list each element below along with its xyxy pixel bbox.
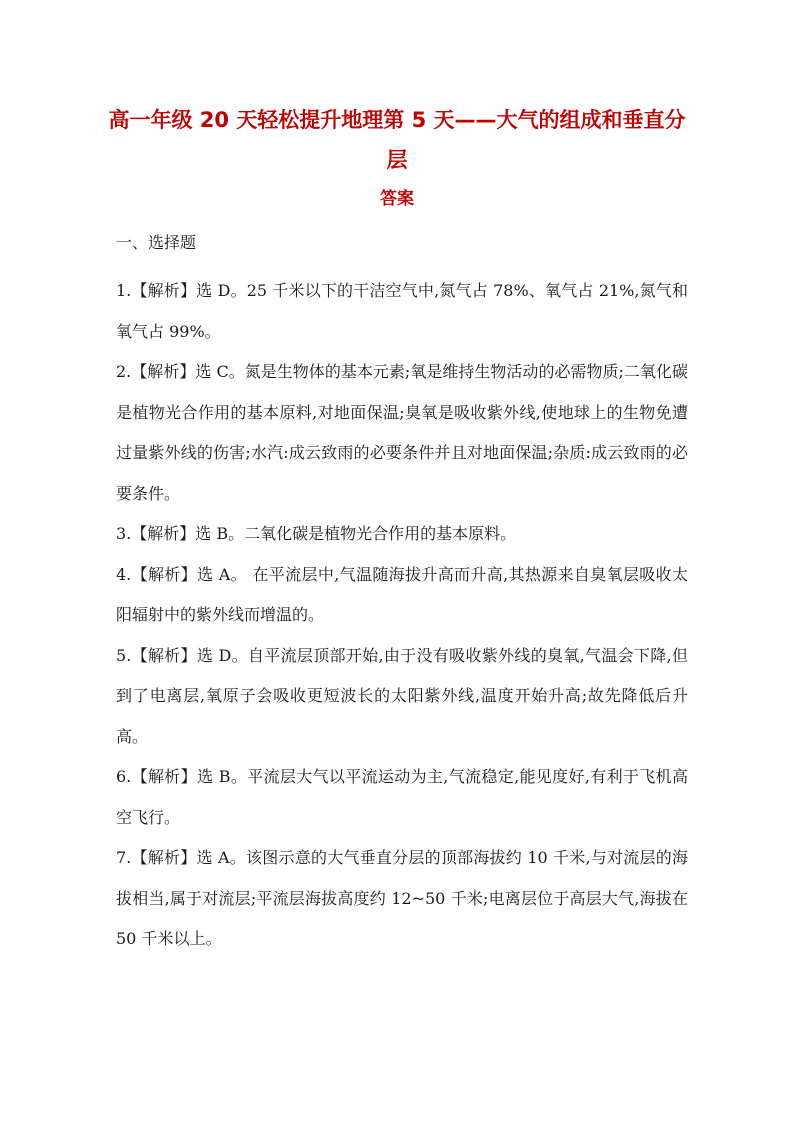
answer-list: [116, 271, 688, 960]
answer-heading: 答案: [380, 189, 414, 209]
answer-item-4: 4.【解析】选 A。 在平流层中,气温随海拔升高而升高,其热源来自臭氧层吸收太阳辐射中的紫外线而增温的。: [116, 564, 688, 624]
answer-item-7: 7.【解析】选 A。该图示意的大气垂直分层的顶部海拔约 10 千米,与对流层的海拔相当,属于对流层;平流层海拔高度约 12~50 千米;电离层位于高层大气,海拔在 50 千米以上。: [116, 848, 688, 948]
section-heading: 一、选择题: [116, 233, 197, 252]
answer-item-5: 5.【解析】选 D。自平流层顶部开始,由于没有吸收紫外线的臭氧,气温会下降,但到了电离层,氧原子会吸收更短波长的太阳紫外线,温度开始升高;故先降低后升高。: [116, 645, 688, 746]
answer-item-2: 2.【解析】选 C。氮是生物体的基本元素;氧是维持生物活动的必需物质;二氧化碳是植物光合作用的基本原料,对地面保温;臭氧是吸收紫外线,使地球上的生物免遭过量紫外线的伤害;水汽:成云致雨的必要条件并且对地面保温;杂质:成云致雨的必要条件。: [116, 362, 688, 503]
answer-item-3: 3.【解析】选 B。二氧化碳是植物光合作用的基本原料。: [116, 524, 517, 543]
document-title: 高一年级 20 天轻松提升地理第 5 天——大气的组成和垂直分层: [108, 108, 686, 172]
answer-item-1: 1.【解析】选 D。25 千米以下的干洁空气中,氮气占 78%、氧气占 21%,氮气和氧气占 99%。: [116, 281, 688, 341]
answer-item-6: 6.【解析】选 B。平流层大气以平流运动为主,气流稳定,能见度好,有利于飞机高空飞行。: [116, 767, 688, 827]
